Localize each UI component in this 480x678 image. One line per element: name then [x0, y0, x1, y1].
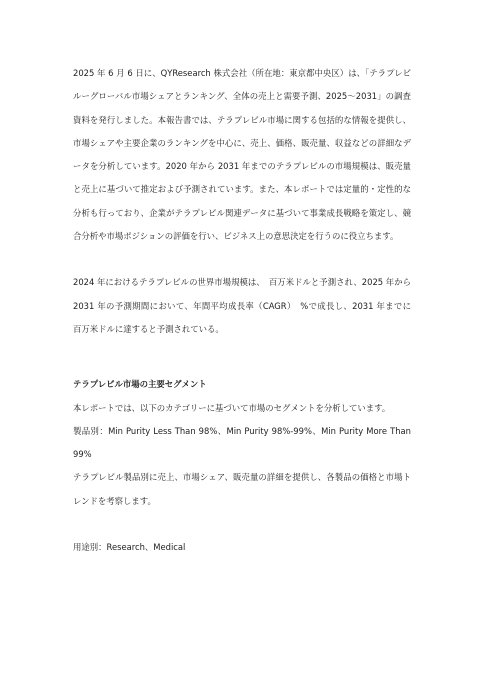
product-types: 製品別：Min Purity Less Than 98%、Min Purity 98%-99%、Min Purity More Than 99% [73, 425, 411, 460]
spacer [73, 513, 411, 536]
applications: 用途別：Research、Medical [73, 542, 186, 553]
spacer [73, 341, 411, 373]
spacer [73, 248, 411, 271]
product-detail: テラプレビル製品別に売上、市場シェア、販売量の詳細を提供し、各製品の価格と市場トレンドを考察します。 [73, 472, 411, 506]
intro-paragraph: 2025 年 6 月 6 日に、QYResearch 株式会社（所在地：東京都中央区）は、「テラプレビルーグローバル市場シェアとランキング、全体の売上と需要予測、2025～2031」の調査資料を発行しました。本報告書では、テラプレビル市場に関する包括的な情報を提供し、市場シェアや主要企業のランキングを中心に、売上、価格、販売量、収益などの詳細なデータを分析しています。2020 年から 2031 年までのテラプレビルの市場規模は、販売量と売上に基づいて推定および予測されています。また、本レポートでは定量的・定性的な分析も行っており、企業がテラプレビル関連データに基づいて事業成長戦略を策定し、競合分析や市場ポジションの評価を行い、ビジネス上の意思決定を行うのに役立ちます。 [73, 68, 411, 242]
document-page [73, 62, 420, 559]
segment-intro: 本レポートでは、以下のカテゴリーに基づいて市場のセグメントを分析しています。 [73, 402, 391, 413]
segment-heading: テラプレビル市場の主要セグメント [73, 379, 207, 390]
market-size-paragraph: 2024 年におけるテラプレビルの世界市場規模は、 百万米ドルと予測され、2025 年から 2031 年の予測期間において、年間平均成長率（CAGR） %で成長し、2031 年までに 百万米ドルに達すると予測されている。 [73, 277, 420, 334]
